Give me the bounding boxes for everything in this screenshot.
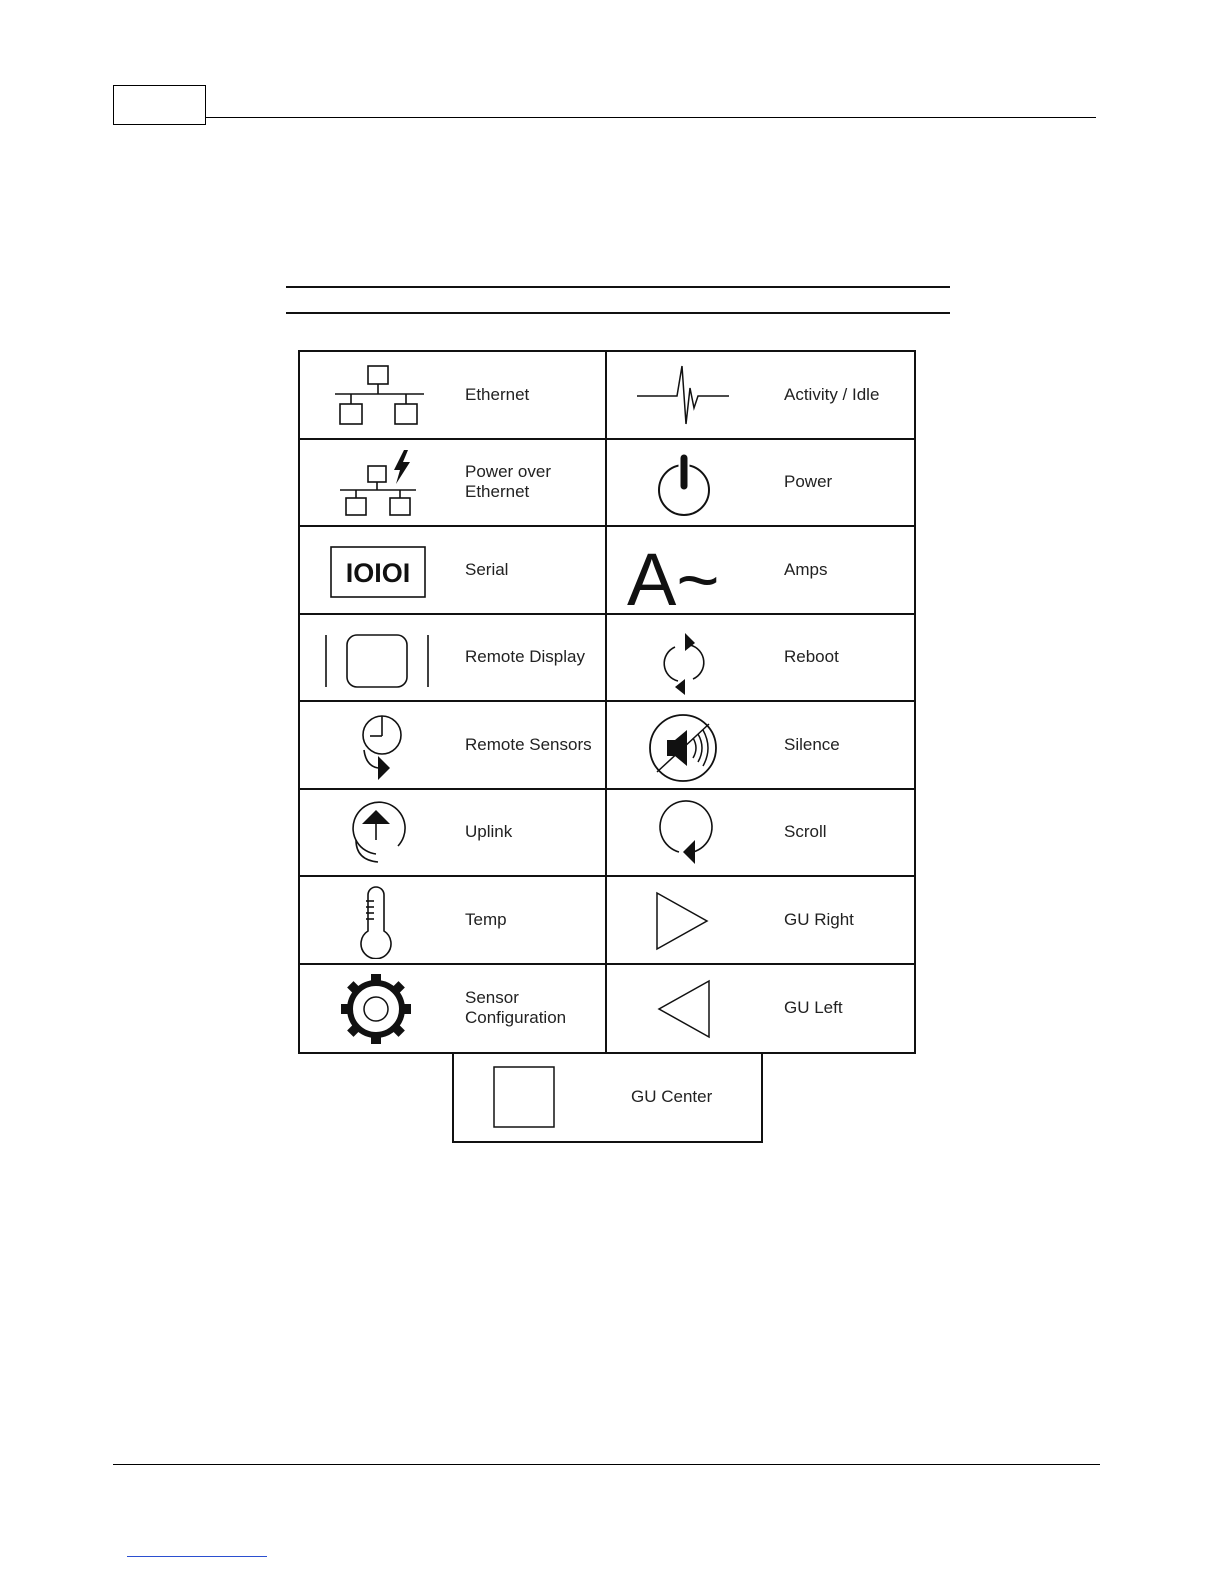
legend-cell-sensor-config bbox=[300, 965, 607, 1053]
legend-cell-temp bbox=[300, 877, 607, 965]
silence-icon bbox=[625, 708, 745, 784]
remote-display-icon bbox=[320, 621, 440, 697]
legend-cell-reboot bbox=[607, 615, 914, 703]
legend-cell-power bbox=[607, 440, 914, 528]
icon-legend-table bbox=[298, 350, 916, 1054]
legend-cell-poe bbox=[300, 440, 607, 528]
legend-label: Remote Sensors bbox=[465, 734, 592, 754]
ethernet-icon bbox=[320, 358, 440, 434]
legend-label: Remote Display bbox=[465, 647, 585, 667]
legend-cell-gu-left bbox=[607, 965, 914, 1053]
legend-label: GU Right bbox=[784, 909, 854, 929]
footer-link-underline[interactable] bbox=[127, 1556, 267, 1557]
legend-label: Scroll bbox=[784, 822, 827, 842]
svg-text:IOIOI: IOIOI bbox=[345, 558, 411, 588]
poe-icon bbox=[320, 446, 440, 522]
reboot-icon bbox=[625, 621, 745, 697]
legend-cell-amps bbox=[607, 527, 914, 615]
svg-text:A~: A~ bbox=[627, 538, 720, 609]
legend-cell-remote-display bbox=[300, 615, 607, 703]
page-number-box bbox=[113, 85, 206, 125]
legend-label: Temp bbox=[465, 909, 507, 929]
legend-cell-silence bbox=[607, 702, 914, 790]
gu-center-icon bbox=[492, 1065, 556, 1129]
uplink-icon bbox=[320, 796, 440, 872]
table-rule-bottom bbox=[286, 312, 950, 314]
legend-label: Activity / Idle bbox=[784, 384, 880, 404]
amps-icon bbox=[625, 533, 745, 609]
power-icon bbox=[625, 446, 745, 522]
legend-cell-uplink bbox=[300, 790, 607, 878]
header-rule bbox=[206, 117, 1096, 118]
legend-label: Sensor Configuration bbox=[465, 988, 567, 1028]
serial-icon bbox=[320, 533, 440, 609]
legend-cell-ethernet bbox=[300, 352, 607, 440]
legend-label: Amps bbox=[784, 559, 828, 579]
legend-label: Uplink bbox=[465, 822, 513, 842]
legend-label: GU Left bbox=[784, 998, 843, 1018]
remote-sensors-icon bbox=[320, 708, 440, 784]
legend-label: Reboot bbox=[784, 647, 839, 667]
legend-label: Serial bbox=[465, 559, 509, 579]
legend-cell-gu-center bbox=[452, 1053, 763, 1143]
scroll-icon bbox=[625, 796, 745, 872]
legend-label: Ethernet bbox=[465, 384, 530, 404]
gu-right-icon bbox=[625, 883, 745, 959]
legend-cell-remote-sensors bbox=[300, 702, 607, 790]
legend-cell-serial bbox=[300, 527, 607, 615]
legend-label: GU Center bbox=[631, 1087, 713, 1106]
legend-label: Power over Ethernet bbox=[465, 462, 551, 502]
legend-label: Power bbox=[784, 472, 833, 492]
legend-cell-scroll bbox=[607, 790, 914, 878]
footer-rule bbox=[113, 1464, 1100, 1465]
legend-cell-activity bbox=[607, 352, 914, 440]
activity-icon bbox=[625, 358, 745, 434]
sensor-config-icon bbox=[320, 971, 440, 1047]
temp-icon bbox=[320, 883, 440, 959]
table-rule-top bbox=[286, 286, 950, 288]
gu-left-icon bbox=[625, 971, 745, 1047]
legend-label: Silence bbox=[784, 734, 840, 754]
legend-cell-gu-right bbox=[607, 877, 914, 965]
